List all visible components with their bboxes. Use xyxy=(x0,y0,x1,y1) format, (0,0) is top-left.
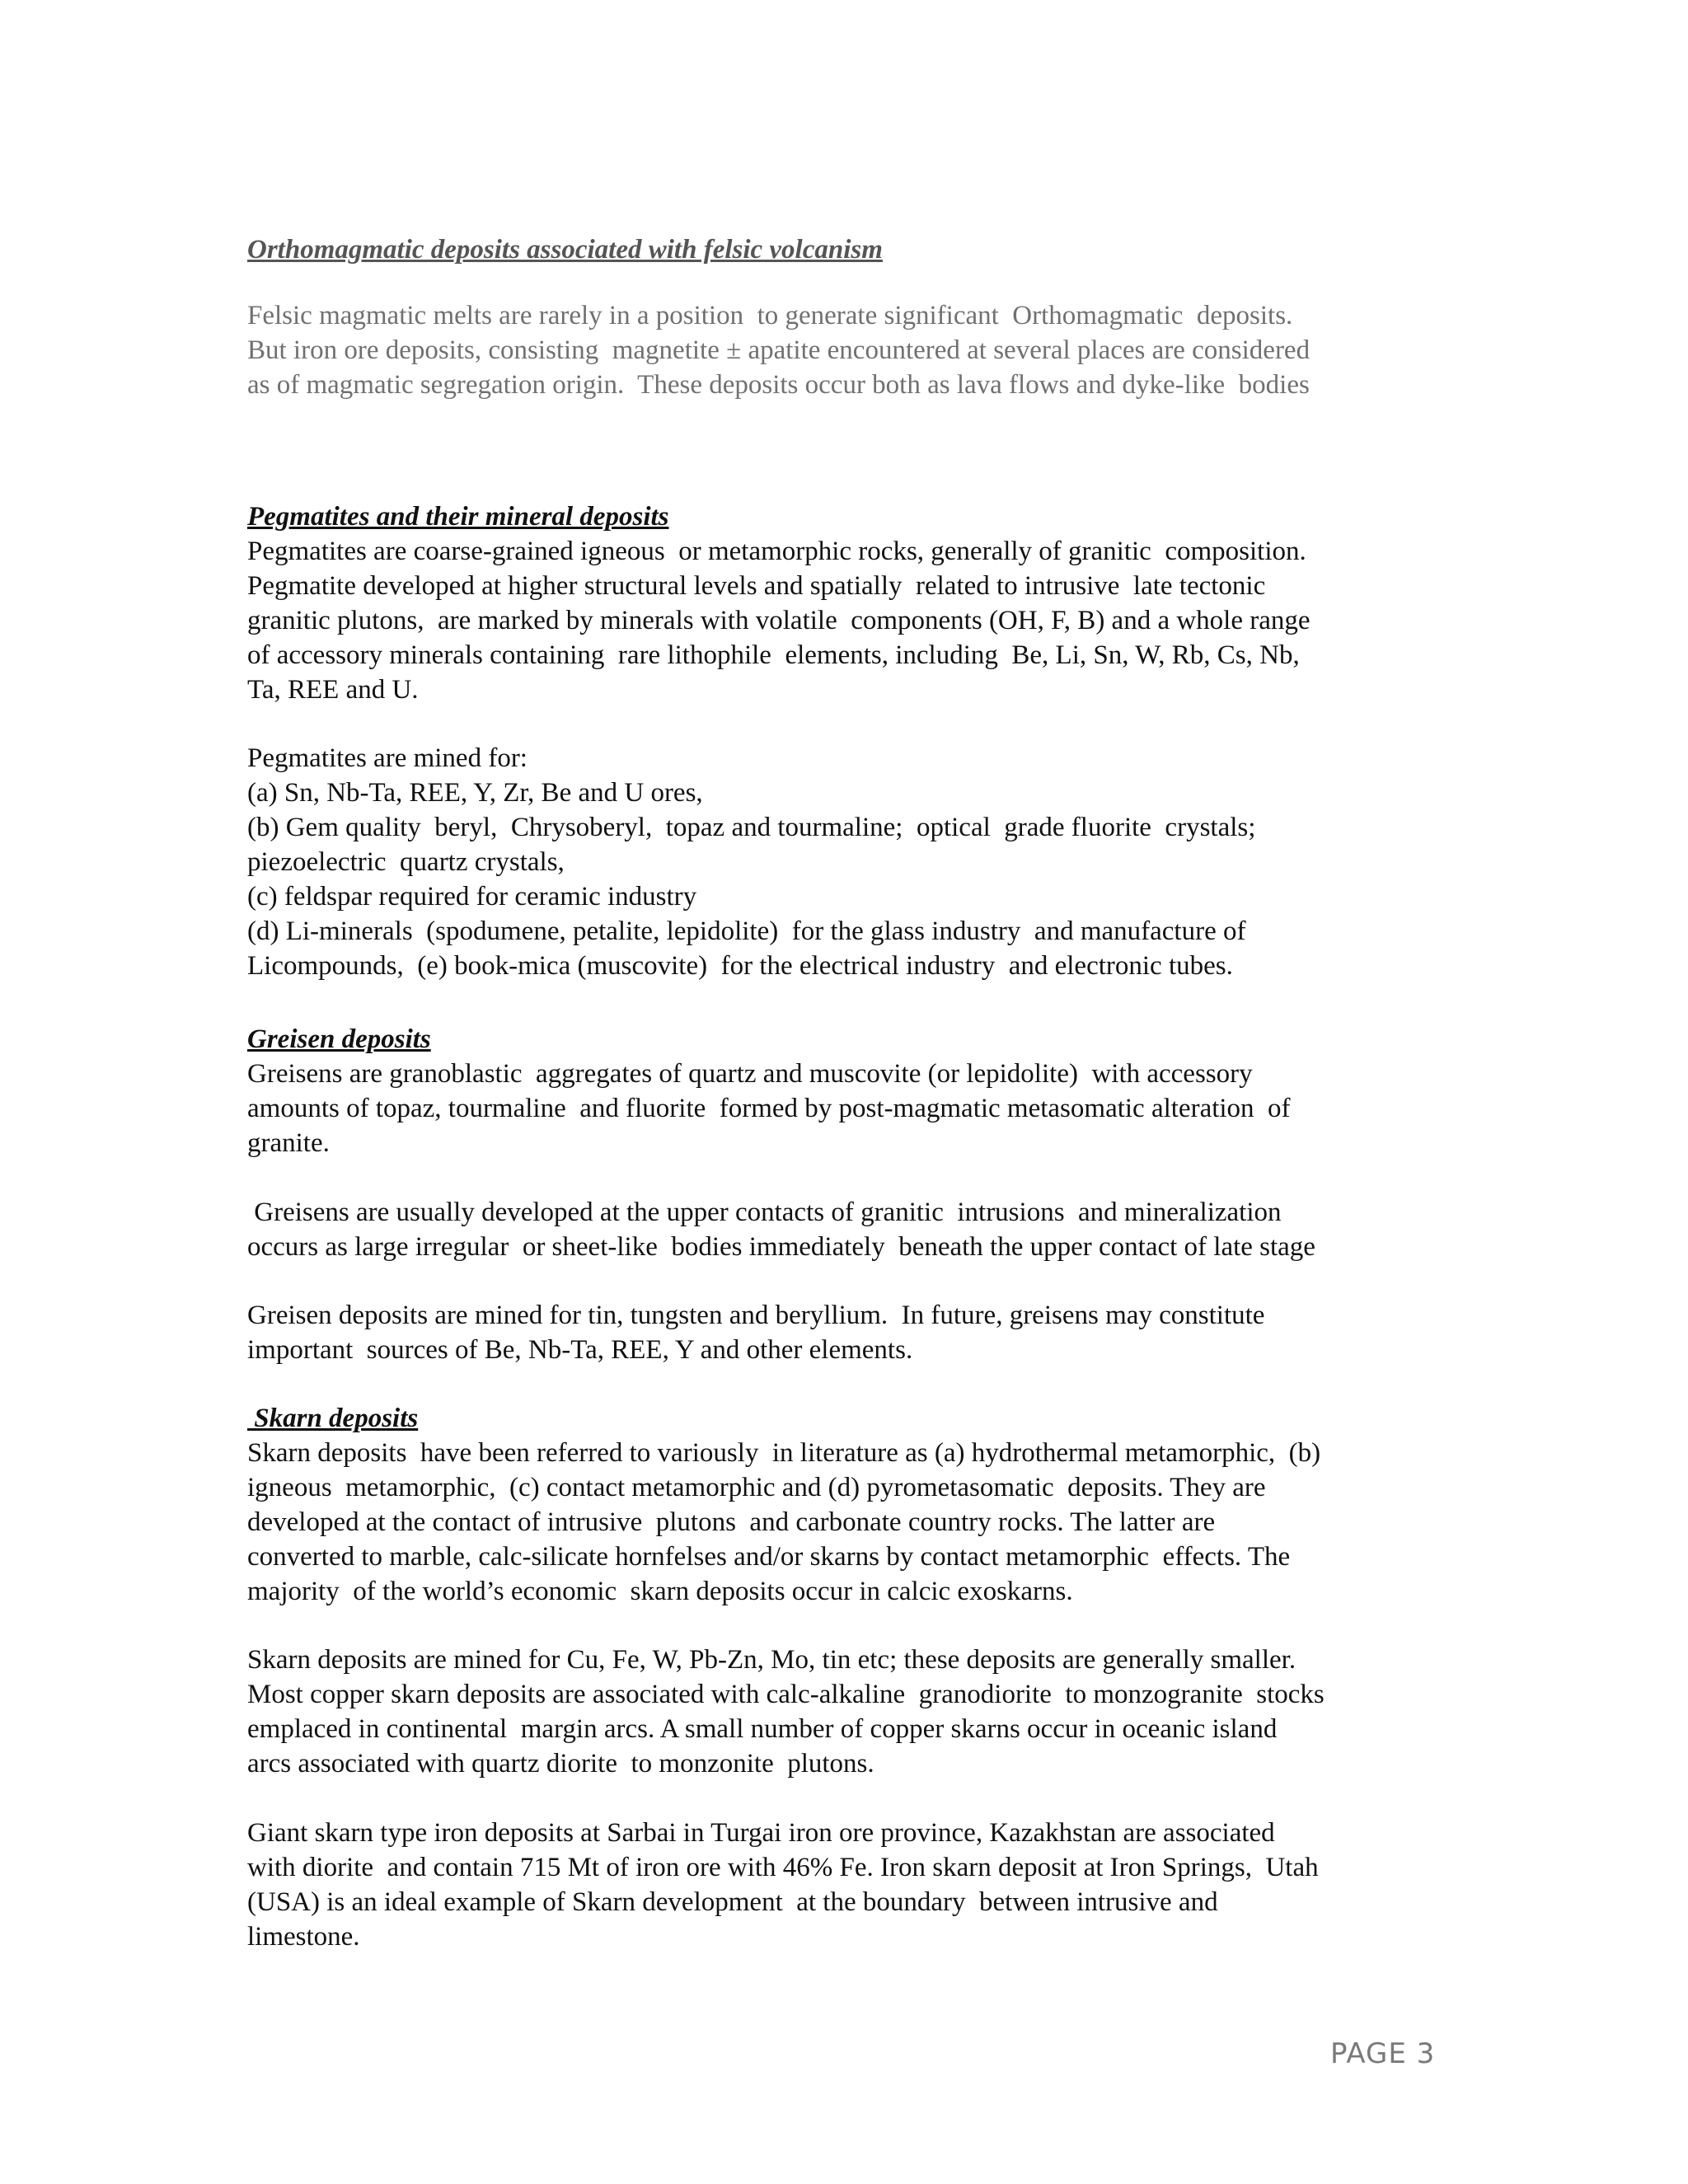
text-line: granite. xyxy=(247,1128,330,1158)
text-line: important sources of Be, Nb-Ta, REE, Y and other elements. xyxy=(247,1335,913,1365)
paragraph-greisen-mining xyxy=(247,1298,1451,1367)
paragraph-felsic-volcanism xyxy=(247,298,1451,402)
page-number: PAGE 3 xyxy=(1330,2037,1436,2070)
text-line: Pegmatites are mined for: xyxy=(247,743,528,773)
text-line: occurs as large irregular or sheet-like bodies immediately beneath the upper contact of late stage xyxy=(247,1232,1315,1262)
text-line: But iron ore deposits, consisting magnetite ± apatite encountered at several places are considered xyxy=(247,335,1311,365)
text-line: amounts of topaz, tourmaline and fluorite formed by post-magmatic metasomatic alteration of xyxy=(247,1094,1291,1123)
text-line: Skarn deposits have been referred to variously in literature as (a) hydrothermal metamorphic, (b) xyxy=(247,1438,1321,1468)
text-line: Pegmatites are coarse-grained igneous or metamorphic rocks, generally of granitic composition. xyxy=(247,537,1306,566)
text-line: with diorite and contain 715 Mt of iron ore with 46% Fe. Iron skarn deposit at Iron Springs, Utah xyxy=(247,1853,1319,1882)
text-line: Felsic magmatic melts are rarely in a position to generate significant Orthomagmatic deposits. xyxy=(247,301,1293,330)
text-line: Greisens are granoblastic aggregates of quartz and muscovite (or lepidolite) with accessory xyxy=(247,1059,1253,1089)
paragraph-skarn-mining xyxy=(247,1643,1451,1781)
text-line: Ta, REE and U. xyxy=(247,675,419,705)
paragraph-pegmatites-uses xyxy=(247,741,1451,983)
text-line: Greisens are usually developed at the upper contacts of granitic intrusions and mineralization xyxy=(247,1197,1282,1227)
text-line: arcs associated with quartz diorite to monzonite plutons. xyxy=(247,1749,874,1779)
text-line: Most copper skarn deposits are associated with calc-alkaline granodiorite to monzogranite stocks xyxy=(247,1680,1325,1709)
text-line: granitic plutons, are marked by minerals with volatile components (OH, F, B) and a whole range xyxy=(247,606,1311,635)
heading-pegmatites: Pegmatites and their mineral deposits xyxy=(247,502,669,532)
text-line: Greisen deposits are mined for tin, tungsten and beryllium. In future, greisens may constitute xyxy=(247,1301,1265,1330)
text-line: developed at the contact of intrusive plutons and carbonate country rocks. The latter are xyxy=(247,1507,1216,1537)
list-item: Licompounds, (e) book-mica (muscovite) for the electrical industry and electronic tubes. xyxy=(247,951,1233,981)
paragraph-greisen-definition xyxy=(247,1057,1451,1160)
text-line: emplaced in continental margin arcs. A small number of copper skarns occur in oceanic island xyxy=(247,1714,1278,1744)
list-item: (d) Li-minerals (spodumene, petalite, lepidolite) for the glass industry and manufacture of xyxy=(247,916,1246,946)
list-item: (a) Sn, Nb-Ta, REE, Y, Zr, Be and U ores, xyxy=(247,778,703,808)
heading-greisen: Greisen deposits xyxy=(247,1024,431,1054)
paragraph-pegmatites-intro xyxy=(247,534,1451,707)
text-line: limestone. xyxy=(247,1922,360,1952)
paragraph-greisen-occurrence xyxy=(247,1195,1451,1264)
heading-skarn: Skarn deposits xyxy=(247,1404,419,1433)
text-line: Pegmatite developed at higher structural levels and spatially related to intrusive late tectonic xyxy=(247,571,1266,601)
text-line: Giant skarn type iron deposits at Sarbai in Turgai iron ore province, Kazakhstan are associated xyxy=(247,1818,1275,1848)
text-line: (USA) is an ideal example of Skarn development at the boundary between intrusive and xyxy=(247,1887,1218,1917)
text-line: of accessory minerals containing rare lithophile elements, including Be, Li, Sn, W, Rb, Cs, Nb, xyxy=(247,640,1300,670)
text-line: Skarn deposits are mined for Cu, Fe, W, Pb-Zn, Mo, tin etc; these deposits are generally smaller. xyxy=(247,1645,1296,1675)
paragraph-skarn-definition xyxy=(247,1436,1451,1609)
text-line: majority of the world’s economic skarn deposits occur in calcic exoskarns. xyxy=(247,1577,1073,1606)
text-line: converted to marble, calc-silicate hornfelses and/or skarns by contact metamorphic effects. The xyxy=(247,1542,1291,1572)
list-item: (c) feldspar required for ceramic industry xyxy=(247,882,697,912)
text-line: igneous metamorphic, (c) contact metamorphic and (d) pyrometasomatic deposits. They are xyxy=(247,1473,1266,1502)
heading-felsic-volcanism: Orthomagmatic deposits associated with felsic volcanism xyxy=(247,235,883,265)
text-line: as of magmatic segregation origin. These deposits occur both as lava flows and dyke-like bodies xyxy=(247,370,1310,400)
paragraph-skarn-examples xyxy=(247,1816,1451,1954)
list-item: piezoelectric quartz crystals, xyxy=(247,847,565,877)
list-item: (b) Gem quality beryl, Chrysoberyl, topaz and tourmaline; optical grade fluorite crystals; xyxy=(247,813,1256,842)
